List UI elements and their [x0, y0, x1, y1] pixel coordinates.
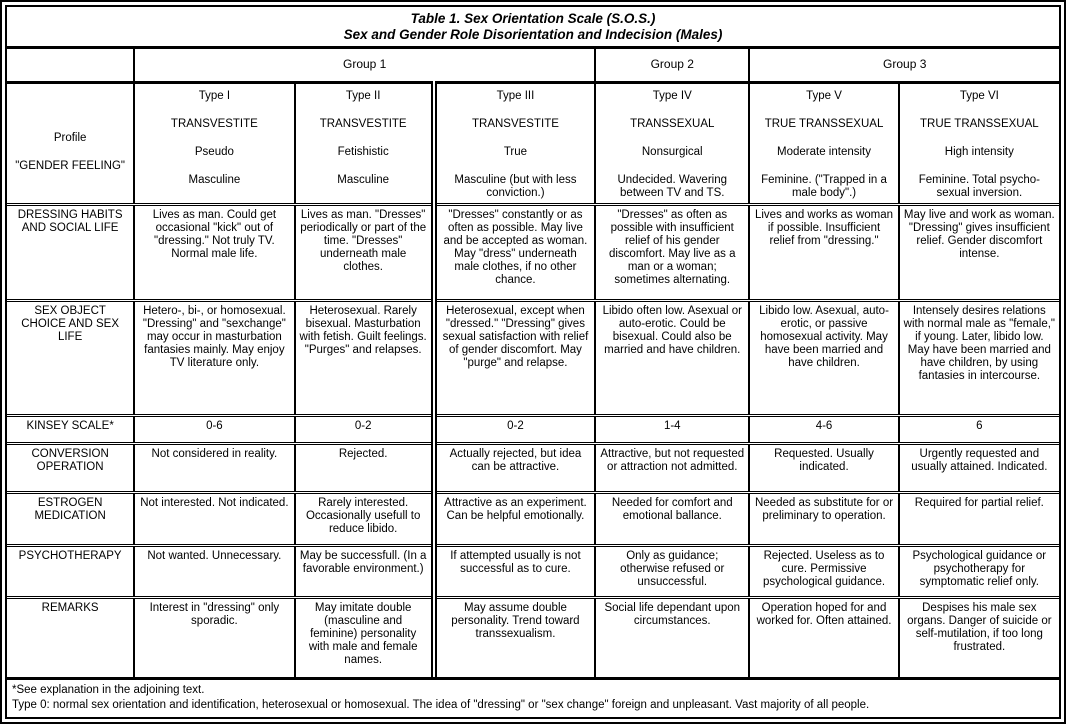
type-subtype: Nonsurgical — [641, 145, 703, 158]
profile-row — [7, 82, 1059, 204]
sos-table — [7, 49, 1059, 677]
table-cell: May live and work as woman. "Dressing" gives insufficient relief. Gender discomfort intense. — [899, 204, 1059, 300]
row-label-sex-object: SEX OBJECT CHOICE AND SEX LIFE — [7, 300, 134, 415]
table-cell: Social life dependant upon circumstances. — [595, 597, 749, 677]
dressing-habits-row — [7, 204, 1059, 300]
table-cell: Not considered in reality. — [134, 443, 294, 492]
table-cell: Needed as substitute for or preliminary to operation. — [749, 492, 898, 545]
row-label-dressing-habits: DRESSING HABITS AND SOCIAL LIFE — [7, 204, 134, 300]
profile-label-spacer — [11, 87, 129, 117]
table-cell: Not wanted. Unnecessary. — [134, 545, 294, 597]
group-header-2: Group 2 — [595, 49, 749, 82]
table-cell: Lives and works as woman if possible. Insufficient relief from "dressing." — [749, 204, 898, 300]
table-title — [7, 7, 1059, 49]
table-cell: "Dresses" as often as possible with insufficient relief of his gender discomfort. May live as a man or a woman; sometimes alternating. — [595, 204, 749, 300]
type-header-cell-3 — [434, 82, 595, 204]
type-name: Type III — [496, 89, 535, 102]
type-gender-feeling: Feminine. Total psycho-sexual inversion. — [918, 173, 1040, 199]
type-gender-feeling: Masculine (but with less conviction.) — [454, 173, 577, 199]
table-cell: Intensely desires relations with normal male as "female," if young. Later, libido low. May have been married and have children, by using fantasies in intercourse. — [899, 300, 1059, 415]
table-cell: Operation hoped for and worked for. Often attained. — [749, 597, 898, 677]
type-category: TRANSSEXUAL — [630, 117, 715, 130]
type-category: TRANSVESTITE — [319, 117, 407, 130]
type-name: Type II — [345, 89, 381, 102]
table-cell: Requested. Usually indicated. — [749, 443, 898, 492]
table-cell: 4-6 — [749, 415, 898, 443]
table-cell: 1-4 — [595, 415, 749, 443]
type-header-cell-4 — [595, 82, 749, 204]
row-label-estrogen-medication: ESTROGEN MEDICATION — [7, 492, 134, 545]
table-cell: Only as guidance; otherwise refused or unsuccessful. — [595, 545, 749, 597]
table-cell: If attempted usually is not successful as to cure. — [434, 545, 595, 597]
table-cell: "Dresses" constantly or as often as possible. May live and be accepted as woman. May "dress" underneath male clothes, if no other chance. — [434, 204, 595, 300]
table-frame — [5, 5, 1061, 719]
sex-object-row — [7, 300, 1059, 415]
table-cell: May imitate double (masculine and feminine) personality with male and female names. — [295, 597, 434, 677]
kinsey-scale-row — [7, 415, 1059, 443]
type-name: Type I — [198, 89, 231, 102]
table-cell: Attractive, but not requested or attraction not admitted. — [595, 443, 749, 492]
type-category: TRUE TRANSSEXUAL — [920, 117, 1039, 130]
gender-feeling-label-line: "GENDER FEELING" — [15, 159, 125, 172]
table-cell: Rejected. — [295, 443, 434, 492]
table-cell: 6 — [899, 415, 1059, 443]
table-cell: Libido often low. Asexual or auto-erotic. Could be bisexual. Could also be married and have children. — [595, 300, 749, 415]
type-header-cell-6 — [899, 82, 1059, 204]
type-name: Type VI — [959, 89, 999, 102]
footnote-see-explanation: *See explanation in the adjoining text. — [12, 684, 205, 696]
table-cell: May assume double personality. Trend toward transsexualism. — [434, 597, 595, 677]
row-label-psychotherapy: PSYCHOTHERAPY — [7, 545, 134, 597]
estrogen-medication-row — [7, 492, 1059, 545]
profile-row-label — [7, 82, 134, 204]
row-label-remarks: REMARKS — [7, 597, 134, 677]
type-gender-feeling: Masculine — [337, 173, 390, 186]
table-cell: 0-2 — [295, 415, 434, 443]
table-cell: Heterosexual. Rarely bisexual. Masturbation with fetish. Guilt feelings. "Purges" and relapses. — [295, 300, 434, 415]
footnote-type-0: Type 0: normal sex orientation and identification, heterosexual or homosexual. The idea of "dressing" or "sex change" foreign and unpleasant. Vast majority of all people. — [12, 698, 870, 711]
table-cell: Rejected. Useless as to cure. Permissive psychological guidance. — [749, 545, 898, 597]
footnotes-block — [7, 677, 1059, 717]
type-gender-feeling: Feminine. ("Trapped in a male body".) — [761, 173, 887, 199]
row-label-kinsey-scale: KINSEY SCALE* — [7, 415, 134, 443]
table-cell: Urgently requested and usually attained. Indicated. — [899, 443, 1059, 492]
type-subtype: High intensity — [944, 145, 1014, 158]
type-category: TRANSVESTITE — [471, 117, 559, 130]
table-title-line-1: Table 1. Sex Orientation Scale (S.O.S.) — [410, 11, 656, 26]
table-cell: Actually rejected, but idea can be attractive. — [434, 443, 595, 492]
table-cell: Heterosexual, except when "dressed." "Dressing" gives sexual satisfaction with relief of gender discomfort. May "purge" and relapse. — [434, 300, 595, 415]
table-cell: Interest in "dressing" only sporadic. — [134, 597, 294, 677]
group-header-row — [7, 49, 1059, 82]
profile-label-line: Profile — [53, 131, 87, 144]
table-cell: Required for partial relief. — [899, 492, 1059, 545]
table-cell: Attractive as an experiment. Can be helpful emotionally. — [434, 492, 595, 545]
table-cell: Libido low. Asexual, auto-erotic, or passive homosexual activity. May have been married and have children. — [749, 300, 898, 415]
type-name: Type V — [806, 89, 842, 102]
group-header-3: Group 3 — [749, 49, 1059, 82]
row-label-conversion-operation: CONVERSION OPERATION — [7, 443, 134, 492]
type-header-cell-2 — [295, 82, 434, 204]
table-cell: Despises his male sex organs. Danger of suicide or self-mutilation, if too long frustrated. — [899, 597, 1059, 677]
table-cell: Psychological guidance or psychotherapy for symptomatic relief only. — [899, 545, 1059, 597]
table-cell: Not interested. Not indicated. — [134, 492, 294, 545]
type-subtype: Fetishistic — [337, 145, 389, 158]
group-header-1: Group 1 — [134, 49, 595, 82]
table-title-line-2: Sex and Gender Role Disorientation and Indecision (Males) — [343, 27, 723, 42]
table-cell: 0-2 — [434, 415, 595, 443]
type-category: TRANSVESTITE — [170, 117, 258, 130]
type-subtype: Pseudo — [194, 145, 234, 158]
psychotherapy-row — [7, 545, 1059, 597]
type-gender-feeling: Undecided. Wavering between TV and TS. — [617, 173, 728, 199]
type-subtype: Moderate intensity — [777, 145, 871, 158]
type-gender-feeling: Masculine — [188, 173, 241, 186]
table-cell: Needed for comfort and emotional ballance. — [595, 492, 749, 545]
table-cell: May be successfull. (In a favorable environment.) — [295, 545, 434, 597]
table-cell: Lives as man. Could get occasional "kick" out of "dressing." Not truly TV. Normal male life. — [134, 204, 294, 300]
type-category: TRUE TRANSSEXUAL — [764, 117, 884, 130]
group-header-spacer — [7, 49, 134, 82]
type-header-cell-5 — [749, 82, 898, 204]
table-cell: 0-6 — [134, 415, 294, 443]
table-cell: Lives as man. "Dresses" periodically or part of the time. "Dresses" underneath male clothes. — [295, 204, 434, 300]
remarks-row — [7, 597, 1059, 677]
table-cell: Rarely interested. Occasionally usefull to reduce libido. — [295, 492, 434, 545]
type-name: Type IV — [652, 89, 692, 102]
type-header-cell-1 — [134, 82, 294, 204]
table-cell: Hetero-, bi-, or homosexual. "Dressing" and "sexchange" may occur in masturbation fantasies mainly. May enjoy TV literature only. — [134, 300, 294, 415]
type-subtype: True — [503, 145, 528, 158]
conversion-operation-row — [7, 443, 1059, 492]
